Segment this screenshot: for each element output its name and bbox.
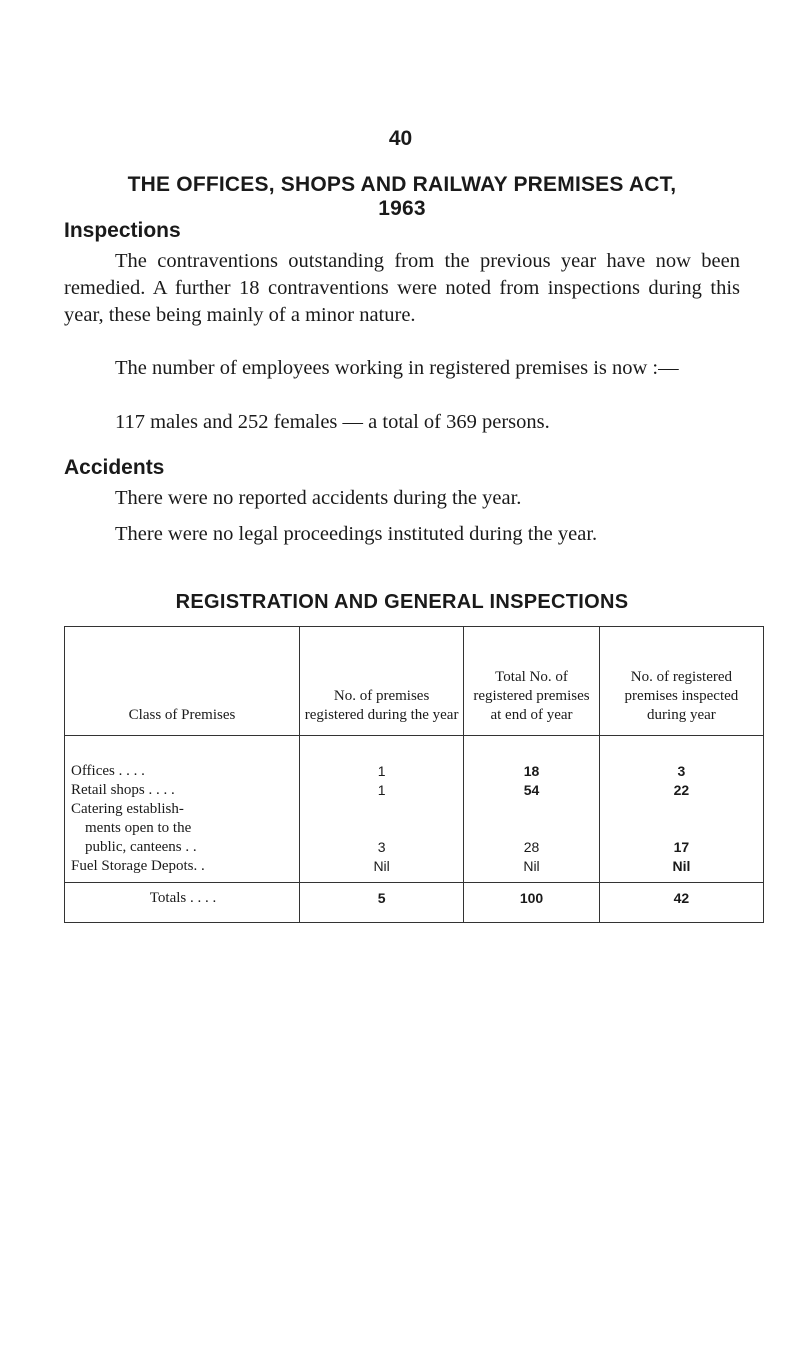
registration-table: [64, 626, 764, 923]
header-total-registered: Total No. of registered premises at end of year: [464, 627, 600, 736]
registration-title: REGISTRATION AND GENERAL INSPECTIONS: [175, 591, 629, 613]
cell-registered: [300, 819, 464, 838]
cell-total: 28: [464, 838, 600, 857]
cell-inspected: [599, 800, 763, 819]
table-row: [65, 838, 764, 857]
header-registered-during-year: No. of premises registered during the year: [300, 627, 464, 736]
cell-inspected: Nil: [599, 857, 763, 883]
cell-class: Fuel Storage Depots. .: [65, 857, 300, 883]
cell-class: Catering establish-: [65, 800, 300, 819]
totals-registered: 5: [300, 883, 464, 923]
table-row: [65, 736, 764, 782]
table-header-row: [65, 627, 764, 736]
cell-class: ments open to the: [65, 819, 300, 838]
page-number: 40: [388, 127, 413, 150]
page-title: [64, 173, 740, 221]
title-line-1: THE OFFICES, SHOPS AND RAILWAY PREMISES ACT,: [127, 173, 677, 196]
cell-class: Offices . . . .: [65, 736, 300, 782]
cell-total: 54: [464, 781, 600, 800]
totals-total: 100: [464, 883, 600, 923]
table-row: [65, 781, 764, 800]
cell-inspected: 17: [599, 838, 763, 857]
cell-total: 18: [464, 736, 600, 782]
inspections-paragraph-3: 117 males and 252 females — a total of 369 persons.: [115, 411, 550, 433]
accidents-paragraph-2: There were no legal proceedings instituted during the year.: [115, 523, 598, 545]
cell-registered: 3: [300, 838, 464, 857]
totals-row: [65, 883, 764, 923]
cell-inspected: 3: [599, 736, 763, 782]
cell-registered: 1: [300, 736, 464, 782]
header-inspected-during-year: No. of registered premises inspected during year: [599, 627, 763, 736]
cell-total: Nil: [464, 857, 600, 883]
cell-registered: [300, 800, 464, 819]
table-row: [65, 819, 764, 838]
header-class-of-premises: Class of Premises: [65, 627, 300, 736]
table-row: [65, 857, 764, 883]
inspections-paragraph-2: The number of employees working in registered premises is now :—: [115, 357, 679, 379]
table-row: [65, 800, 764, 819]
registration-table-wrap: [64, 626, 764, 923]
cell-inspected: [599, 819, 763, 838]
totals-inspected: 42: [599, 883, 763, 923]
cell-class: public, canteens . .: [65, 838, 300, 857]
cell-total: [464, 819, 600, 838]
cell-class: Retail shops . . . .: [65, 781, 300, 800]
cell-inspected: 22: [599, 781, 763, 800]
title-line-2: 1963: [378, 197, 426, 220]
cell-registered: Nil: [300, 857, 464, 883]
inspections-paragraph-1: The contraventions outstanding from the previous year have now been remedied. A further 18 contraventions were noted from inspections during this year, these being mainly of a minor nature.: [64, 250, 740, 326]
cell-registered: 1: [300, 781, 464, 800]
accidents-heading: Accidents: [64, 456, 165, 479]
cell-total: [464, 800, 600, 819]
inspections-heading: Inspections: [64, 219, 181, 242]
accidents-paragraph-1: There were no reported accidents during the year.: [115, 487, 522, 509]
totals-label: Totals . . . .: [65, 883, 300, 923]
